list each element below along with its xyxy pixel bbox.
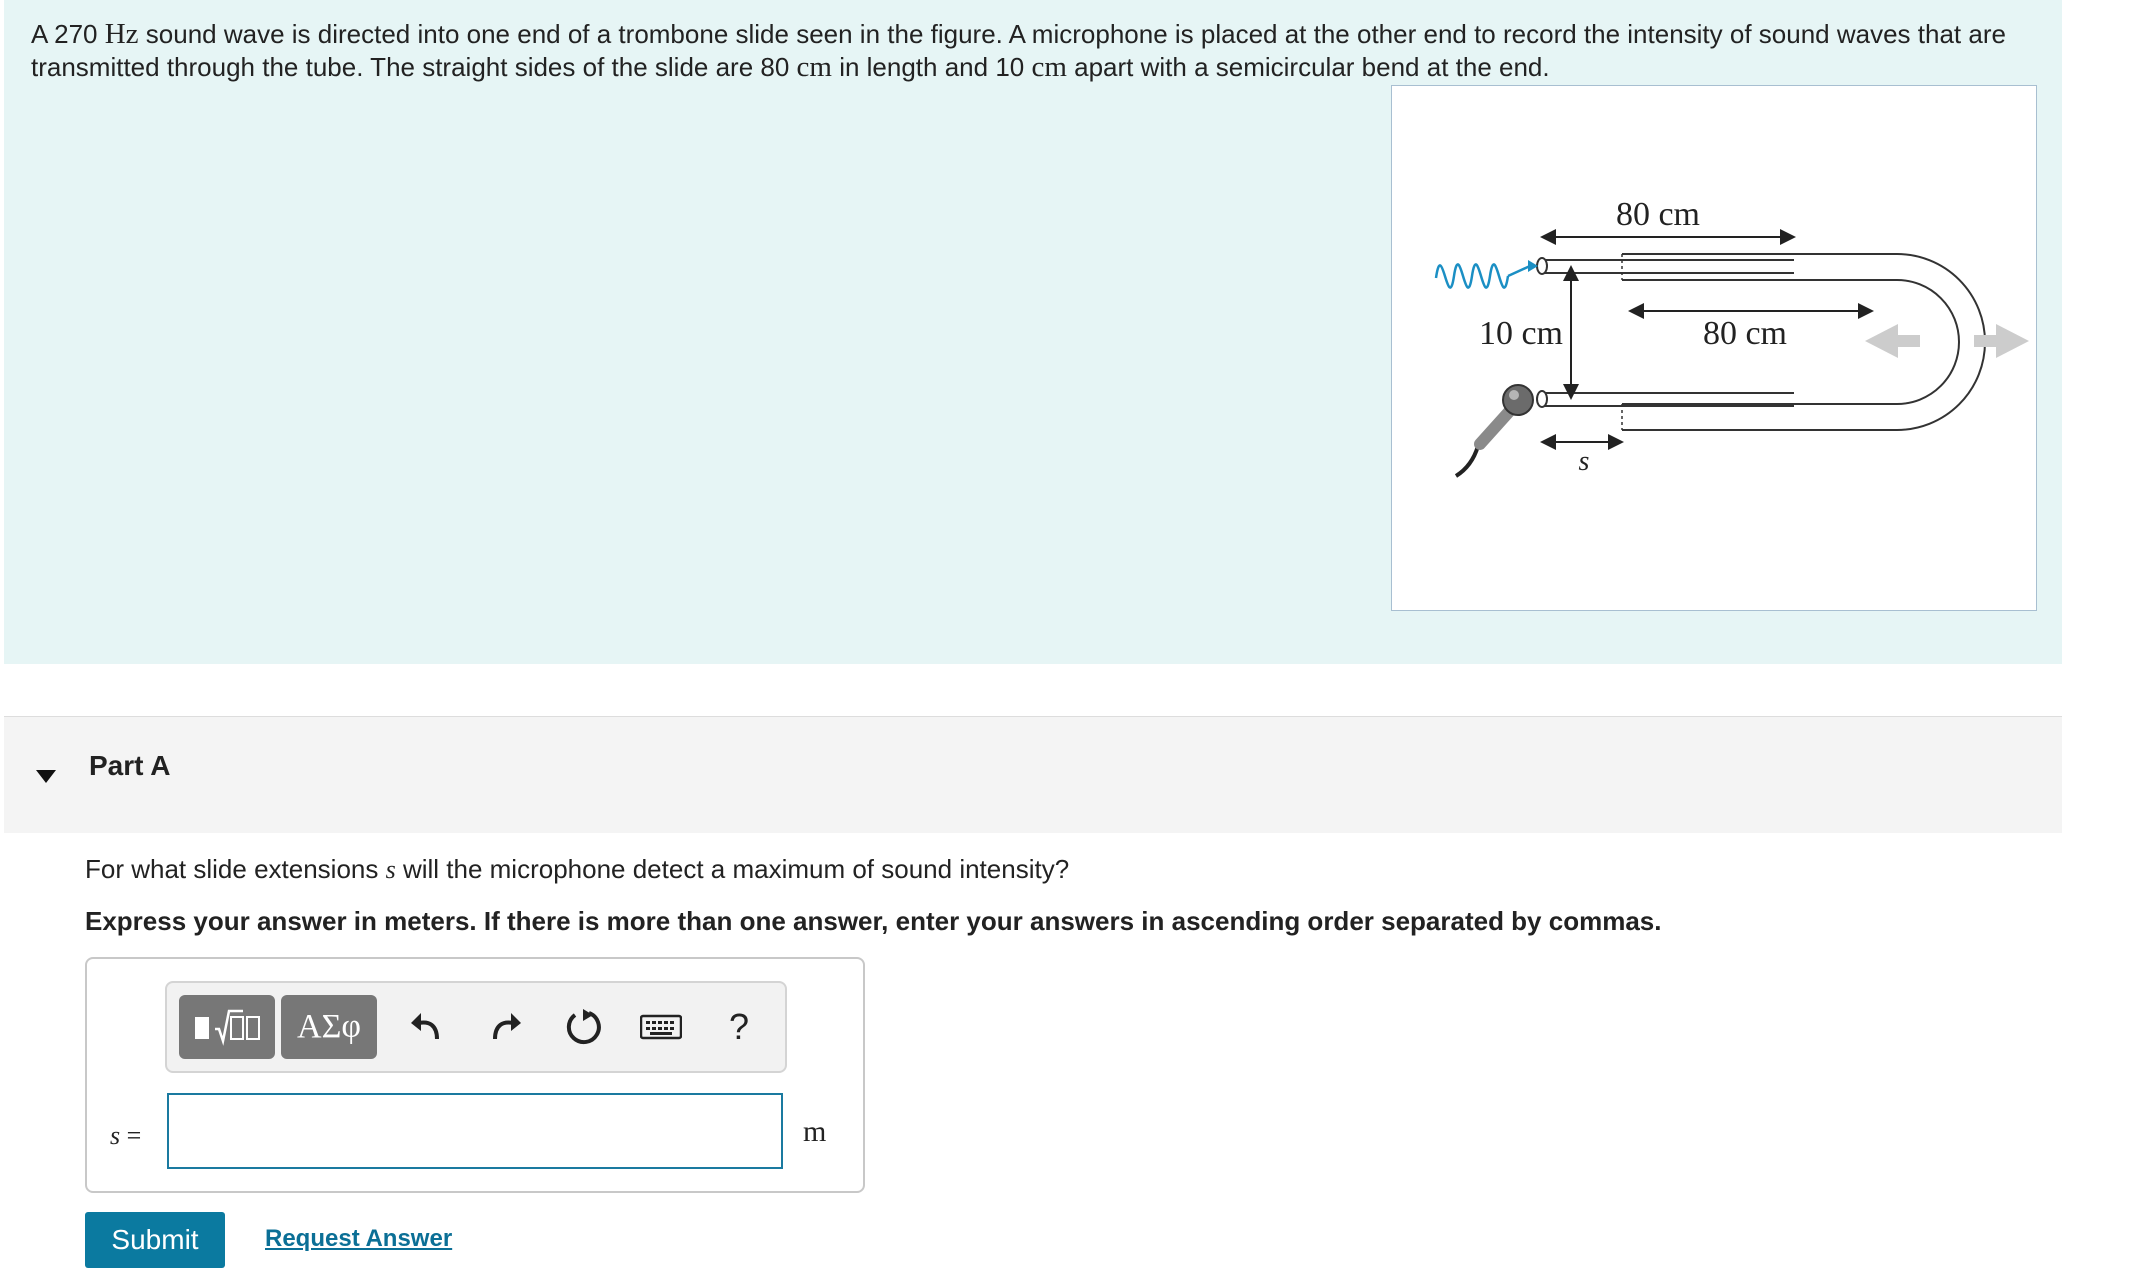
problem-text: A 270 Hz sound wave is directed into one end of a trombone slide seen in the figure. A microphone is placed at the other end to record the intensity of sound waves that are transmitted through the tube. The straight sides of the slide are 80 cm in length and 10 cm apart with a semicircular bend at the end. [31, 18, 2006, 83]
part-a-header[interactable] [4, 716, 2062, 833]
keyboard-icon[interactable] [633, 995, 689, 1059]
answer-input[interactable] [167, 1093, 783, 1169]
greek-symbols-button[interactable]: ΑΣφ [281, 995, 377, 1059]
problem-statement-panel [4, 0, 2062, 664]
triangle-down-icon[interactable] [32, 761, 60, 789]
unit-cm: cm [796, 51, 832, 83]
sound-wave-icon [1436, 264, 1508, 287]
math-toolbar [165, 981, 787, 1073]
undo-icon[interactable] [399, 995, 455, 1059]
variable-s: s [385, 855, 396, 884]
answer-variable-label: s = [110, 1121, 142, 1150]
answer-instructions: Express your answer in meters. If there is more than one answer, enter your answers in ascending order separated by commas. [85, 906, 1662, 936]
top-length-label: 80 cm [1615, 196, 1701, 233]
templates-icon[interactable] [179, 995, 275, 1059]
extension-label: s [1578, 446, 1590, 477]
slide-motion-arrows-icon [1865, 324, 2029, 358]
question-text: For what slide extensions s will the microphone detect a maximum of sound intensity? [85, 854, 1070, 884]
part-title: Part A [89, 750, 171, 781]
microphone-icon [1456, 385, 1533, 476]
answer-unit: m [803, 1115, 827, 1148]
unit-hz: Hz [104, 18, 139, 50]
trombone-figure [1391, 85, 2037, 611]
help-icon[interactable]: ? [728, 1006, 750, 1047]
reset-icon[interactable] [555, 995, 611, 1059]
redo-icon[interactable] [477, 995, 533, 1059]
unit-cm: cm [1031, 51, 1067, 83]
submit-button[interactable]: Submit [85, 1212, 225, 1268]
request-answer-link[interactable]: Request Answer [265, 1225, 453, 1252]
separation-label: 10 cm [1478, 315, 1564, 352]
answer-box [85, 957, 865, 1193]
inner-length-label: 80 cm [1702, 315, 1788, 352]
